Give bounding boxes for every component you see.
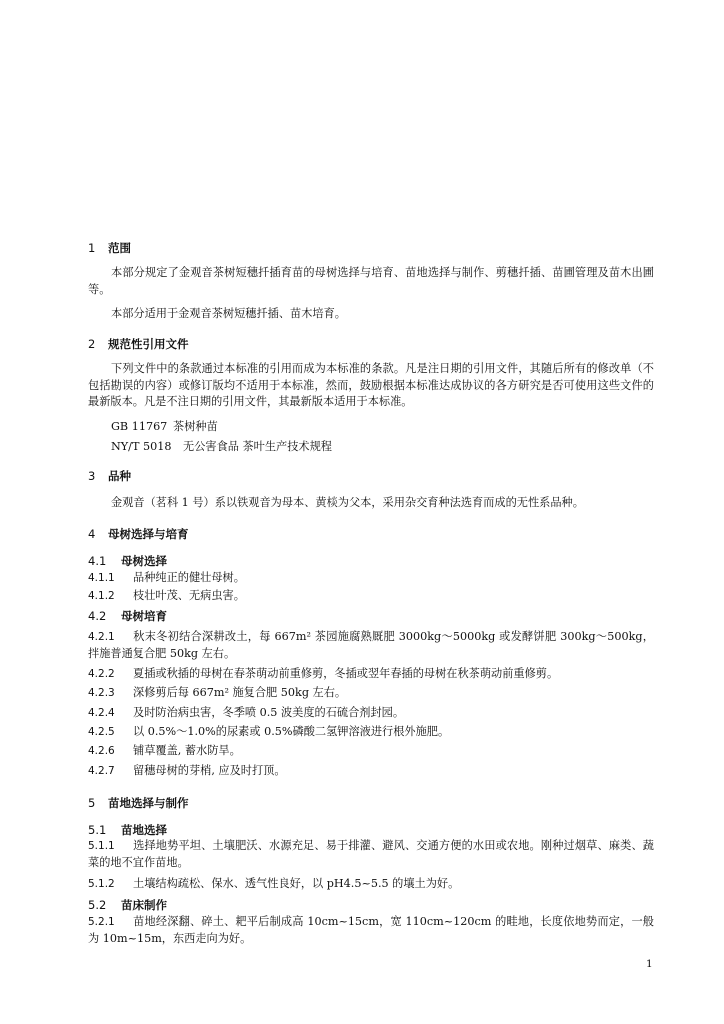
clause-item: 5.2.1 苗地经深翻、碎土、耙平后制成高 10cm~15cm，宽 110cm~120cm 的畦地，长度依地势而定，一般为 10m~15m，东西走向为好。	[88, 915, 654, 945]
page-number: 1	[646, 958, 653, 970]
clause-item: 4.1.1 品种纯正的健壮母树。	[88, 571, 245, 584]
scope-paragraph-1: 本部分规定了金观音茶树短穗扦插育苗的母树选择与培育、苗地选择与制作、剪穗扦插、苗圃管理及苗木出圃等。	[88, 266, 654, 296]
section-heading-mother-tree: 4 母树选择与培育	[88, 527, 189, 541]
subsection-heading: 4.1 母树选择	[88, 554, 167, 568]
clause-item: 4.2.4 及时防治病虫害，冬季喷 0.5 波美度的石硫合剂封园。	[88, 706, 405, 719]
clause-item: 4.2.3 深修剪后每 667m² 施复合肥 50kg 左右。	[88, 686, 347, 699]
subsection-heading: 5.2 苗床制作	[88, 898, 167, 912]
section-heading-nursery: 5 苗地选择与制作	[88, 796, 189, 810]
section-heading-scope: 1 范围	[88, 241, 131, 255]
clause-item: 4.2.1 秋末冬初结合深耕改土，每 667m² 茶园施腐熟厩肥 3000kg～5000kg 或发酵饼肥 300kg～500kg，拌施普通复合肥 50kg 左右。	[88, 630, 654, 660]
reference-item: NY/T 5018 无公害食品 茶叶生产技术规程	[111, 440, 332, 453]
clause-item: 4.2.5 以 0.5%～1.0%的尿素或 0.5%磷酸二氢钾溶液进行根外施肥。	[88, 725, 450, 738]
clause-item: 4.2.7 留穗母树的芽梢, 应及时打顶。	[88, 764, 286, 777]
clause-item: 4.1.2 枝壮叶茂、无病虫害。	[88, 589, 245, 602]
clause-item: 5.1.1 选择地势平坦、土壤肥沃、水源充足、易于排灌、避风、交通方便的水田或农地。刚种过烟草、麻类、蔬菜的地不宜作苗地。	[88, 839, 654, 869]
section-heading-variety: 3 品种	[88, 469, 131, 483]
normative-paragraph: 下列文件中的条款通过本标准的引用而成为本标准的条款。凡是注日期的引用文件，其随后所有的修改单（不包括勘误的内容）或修订版均不适用于本标准，然而，鼓励根据本标准达成协议的各方研究是否可使用这些文件的最新版本。凡是不注日期的引用文件，其最新版本适用于本标准。	[88, 362, 654, 408]
subsection-heading: 5.1 苗地选择	[88, 823, 167, 837]
clause-item: 5.1.2 土壤结构疏松、保水、透气性良好，以 pH4.5~5.5 的壤土为好。	[88, 877, 460, 890]
clause-item: 4.2.6 铺草覆盖, 蓄水防旱。	[88, 744, 241, 757]
scope-paragraph-2: 本部分适用于金观音茶树短穗扦插、苗木培育。	[111, 307, 346, 320]
clause-item: 4.2.2 夏插或秋插的母树在春茶萌动前重修剪，冬插或翌年春插的母树在秋茶萌动前重修剪。	[88, 667, 559, 680]
variety-paragraph: 金观音（茗科 1 号）系以铁观音为母本、黄棪为父本，采用杂交育种法选育而成的无性系品种。	[111, 496, 584, 509]
subsection-heading: 4.2 母树培育	[88, 609, 167, 623]
reference-item: GB 11767 茶树种苗	[111, 420, 218, 433]
section-heading-normative-references: 2 规范性引用文件	[88, 337, 189, 351]
